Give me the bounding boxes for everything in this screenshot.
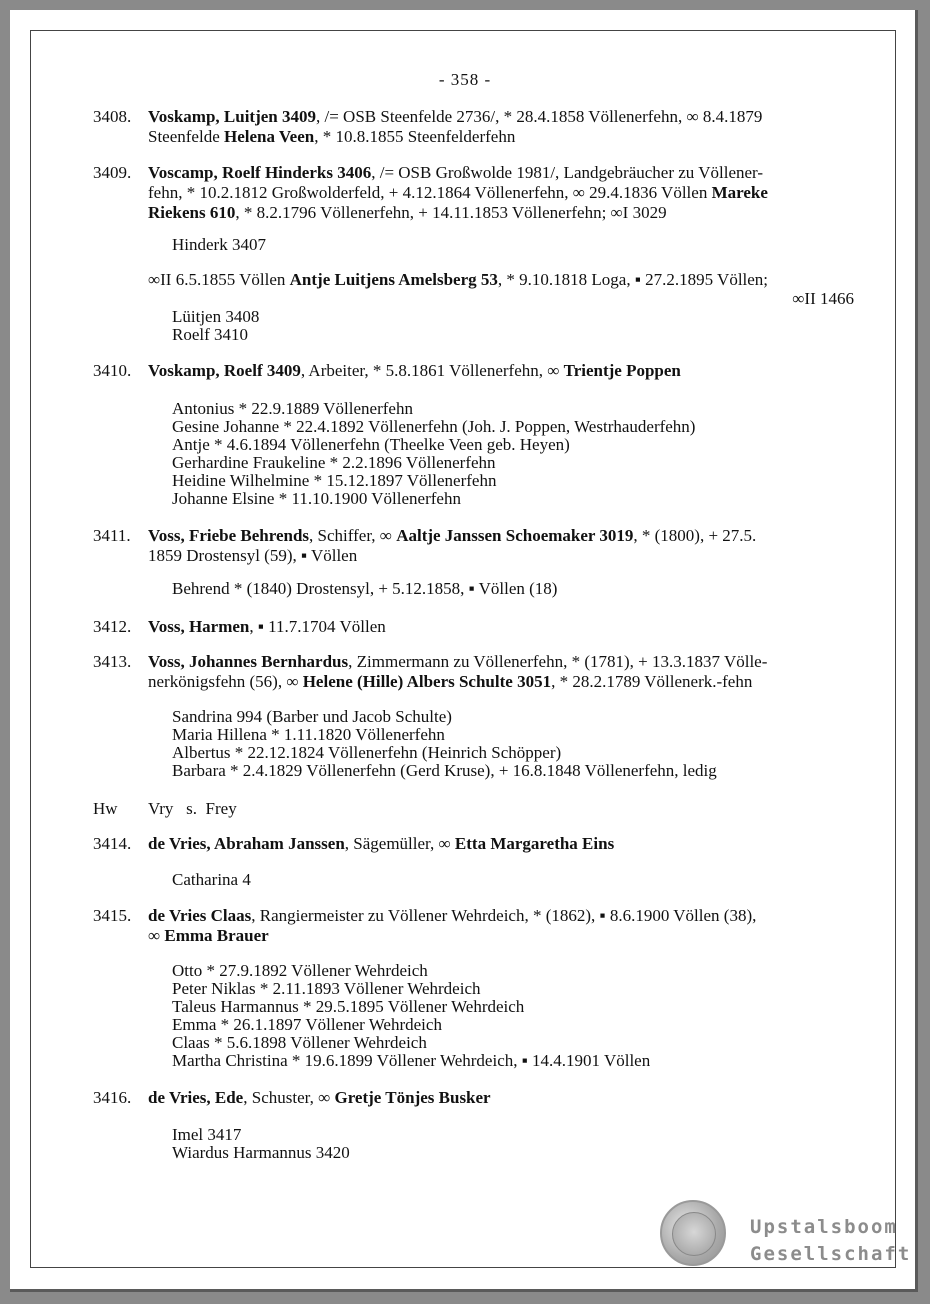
bold-name-text: Voss, Friebe Behrends — [148, 526, 310, 545]
bold-name-text: Aaltje Janssen Schoemaker 3019 — [396, 526, 634, 545]
bold-name-text: Voss, Johannes Bernhardus — [148, 652, 349, 671]
plain-text: , Schuster, ∞ — [243, 1088, 335, 1107]
society-seal-icon — [660, 1200, 726, 1266]
plain-text: ∞ — [148, 926, 165, 945]
plain-text: , * 28.2.1789 Völlenerk.-fehn — [551, 672, 753, 691]
bold-name-text: Mareke — [711, 183, 768, 202]
text-line — [148, 270, 858, 290]
child-line: Emma * 26.1.1897 Völlener Wehrdeich — [172, 1015, 442, 1034]
plain-text: , * 10.8.1855 Steenfelderfehn — [314, 127, 516, 146]
bold-name-text: Voscamp, Roelf Hinderks 3406 — [148, 163, 372, 182]
text-line — [148, 906, 858, 926]
entry-number: 3408. — [93, 107, 132, 126]
plain-text: 1859 Drostensyl (59), ▪ Völlen — [148, 546, 358, 565]
entry-number: 3409. — [93, 163, 132, 182]
child-line: Heidine Wilhelmine * 15.12.1897 Völlenerfehn — [172, 471, 497, 490]
marriage-reference: ∞II 1466 — [792, 289, 854, 308]
child-line: Albertus * 22.12.1824 Völlenerfehn (Heinrich Schöpper) — [172, 743, 562, 762]
plain-text: , * 8.2.1796 Völlenerfehn, + 14.11.1853 Völlenerfehn; ∞I 3029 — [235, 203, 667, 222]
entry-number: 3415. — [93, 906, 132, 925]
plain-text: , Zimmermann zu Völlenerfehn, * (1781), + 13.3.1837 Völle- — [348, 652, 768, 671]
page-number: - 358 - — [438, 70, 492, 89]
entry-number: 3414. — [93, 834, 132, 853]
child-line: Peter Niklas * 2.11.1893 Völlener Wehrdeich — [172, 979, 481, 998]
bold-name-text: Etta Margaretha Eins — [454, 834, 615, 853]
child-line: Martha Christina * 19.6.1899 Völlener Wehrdeich, ▪ 14.4.1901 Völlen — [172, 1051, 651, 1070]
text-line — [148, 183, 858, 203]
child-line: Lüitjen 3408 — [172, 307, 260, 326]
plain-text: , Sägemüller, ∞ — [344, 834, 455, 853]
plain-text: nerkönigsfehn (56), ∞ — [148, 672, 303, 691]
entry-text — [148, 163, 858, 223]
child-line: Catharina 4 — [172, 870, 251, 889]
child-line: Behrend * (1840) Drostensyl, + 5.12.1858, ▪ Völlen (18) — [172, 579, 558, 598]
entry-text — [148, 906, 858, 946]
bold-name-text: Emma Brauer — [164, 926, 269, 945]
entry-number: 3413. — [93, 652, 132, 671]
text-line — [148, 834, 858, 854]
bold-name-text: Trientje Poppen — [563, 361, 681, 380]
plain-text: , * 9.10.1818 Loga, ▪ 27.2.1895 Völlen; — [497, 270, 769, 289]
text-line — [148, 652, 858, 672]
text-line — [148, 546, 858, 566]
plain-text: , ▪ 11.7.1704 Völlen — [249, 617, 386, 636]
bold-name-text: Gretje Tönjes Busker — [334, 1088, 491, 1107]
plain-text: , Arbeiter, * 5.8.1861 Völlenerfehn, ∞ — [300, 361, 564, 380]
child-line: Maria Hillena * 1.11.1820 Völlenerfehn — [172, 725, 445, 744]
plain-text: , /= OSB Großwolde 1981/, Landgebräucher zu Völlener- — [371, 163, 764, 182]
cross-reference-label: Hw — [93, 799, 118, 818]
logo-line-2: Gesellschaft — [750, 1243, 912, 1265]
entry-text — [148, 1088, 858, 1108]
child-line: Gesine Johanne * 22.4.1892 Völlenerfehn (Joh. J. Poppen, Westrhauderfehn) — [172, 417, 696, 436]
plain-text: , * (1800), + 27.5. — [633, 526, 757, 545]
entry-number: 3411. — [93, 526, 131, 545]
text-line — [148, 361, 858, 381]
child-line: Otto * 27.9.1892 Völlener Wehrdeich — [172, 961, 428, 980]
logo-line-1: Upstalsboom — [750, 1216, 898, 1238]
bold-name-text: de Vries Claas — [148, 906, 252, 925]
plain-text: ∞II 6.5.1855 Völlen — [148, 270, 290, 289]
entry-number: 3416. — [93, 1088, 132, 1107]
text-line — [148, 163, 858, 183]
cross-reference-text: Vry s. Frey — [148, 799, 237, 818]
plain-text: fehn, * 10.2.1812 Großwolderfeld, + 4.12.1864 Völlenerfehn, ∞ 29.4.1836 Völlen — [148, 183, 712, 202]
entry-number: 3412. — [93, 617, 132, 636]
text-line — [148, 1088, 858, 1108]
bold-name-text: Voss, Harmen — [148, 617, 250, 636]
child-line: Roelf 3410 — [172, 325, 249, 344]
marriage-text — [148, 270, 858, 290]
bold-name-text: Antje Luitjens Amelsberg 53 — [289, 270, 498, 289]
entry-text — [148, 617, 858, 637]
text-line — [148, 107, 858, 127]
bold-name-text: de Vries, Abraham Janssen — [148, 834, 345, 853]
child-line: Antonius * 22.9.1889 Völlenerfehn — [172, 399, 413, 418]
text-line — [148, 926, 858, 946]
child-line: Hinderk 3407 — [172, 235, 266, 254]
entry-text — [148, 652, 858, 692]
plain-text: , /= OSB Steenfelde 2736/, * 28.4.1858 Völlenerfehn, ∞ 8.4.1879 — [316, 107, 763, 126]
bold-name-text: Riekens 610 — [148, 203, 236, 222]
entry-number: 3410. — [93, 361, 132, 380]
entry-text — [148, 834, 858, 854]
child-line: Antje * 4.6.1894 Völlenerfehn (Theelke Veen geb. Heyen) — [172, 435, 570, 454]
plain-text: , Schiffer, ∞ — [309, 526, 397, 545]
entry-text — [148, 107, 858, 147]
bold-name-text: Helene (Hille) Albers Schulte 3051 — [302, 672, 552, 691]
child-line: Claas * 5.6.1898 Völlener Wehrdeich — [172, 1033, 427, 1052]
bold-name-text: de Vries, Ede — [148, 1088, 244, 1107]
text-line — [148, 526, 858, 546]
bold-name-text: Voskamp, Roelf 3409 — [148, 361, 301, 380]
text-line — [148, 203, 858, 223]
text-line — [148, 127, 858, 147]
text-line — [148, 672, 858, 692]
child-line: Wiardus Harmannus 3420 — [172, 1143, 350, 1162]
child-line: Johanne Elsine * 11.10.1900 Völlenerfehn — [172, 489, 461, 508]
bold-name-text: Helena Veen — [224, 127, 315, 146]
entry-text — [148, 361, 858, 381]
bold-name-text: Voskamp, Luitjen 3409 — [148, 107, 316, 126]
plain-text: , Rangiermeister zu Völlener Wehrdeich, * (1862), ▪ 8.6.1900 Völlen (38), — [251, 906, 757, 925]
child-line: Imel 3417 — [172, 1125, 242, 1144]
child-line: Barbara * 2.4.1829 Völlenerfehn (Gerd Kruse), + 16.8.1848 Völlenerfehn, ledig — [172, 761, 717, 780]
text-line — [148, 617, 858, 637]
child-line: Gerhardine Fraukeline * 2.2.1896 Völlenerfehn — [172, 453, 496, 472]
entry-text — [148, 526, 858, 566]
child-line: Sandrina 994 (Barber und Jacob Schulte) — [172, 707, 452, 726]
plain-text: Steenfelde — [148, 127, 224, 146]
child-line: Taleus Harmannus * 29.5.1895 Völlener Wehrdeich — [172, 997, 525, 1016]
